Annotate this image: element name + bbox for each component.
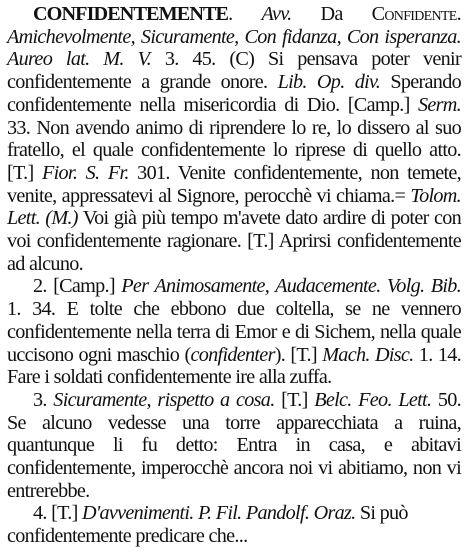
entry-sense-2 (7, 275, 461, 389)
synonyms: Amichevolmente, Sicuramente, Con fidanza, Con isperanza. Aureo lat. M. V. (7, 25, 461, 71)
text-run: 1. 14. Fare i soldati confidentemente ire alla zuffa. (7, 343, 461, 389)
entry-sense-3 (7, 389, 461, 503)
text-run: 33. Non avendo animo di riprendere lo re, lo dissero al suo fratello, el quale confidentemente lo riprese di quello atto. [T.] (7, 116, 461, 184)
text-run: Si può confidentemente predicare che... (7, 502, 408, 548)
citation: Serm. (417, 93, 461, 116)
citation: Mach. Disc. (322, 343, 414, 366)
text-run: 1. 34. E tolte che ebbono due coltella, se ne vennero confidentemente nella terra di Emor e di Sichem, nella quale uccisono ogni maschio ( (7, 298, 461, 366)
text-run: Voi già più tempo m'avete dato ardire di poter con voi confidentemente ragionare. [T.] Aprirsi confidentemente ad alcuno. (7, 207, 462, 275)
citation: Fior. S. Fr. (41, 161, 129, 184)
latin-term: confidenter (190, 343, 275, 366)
text-run: 2. [Camp.] (33, 275, 122, 298)
text-run: [T.] (274, 388, 315, 411)
derived-from-word: Confidente (371, 3, 457, 25)
text-run: ). [T.] (274, 343, 323, 366)
entry-sense-1 (7, 3, 461, 275)
text-run: 3. 45. (C) Si pensava poter venir confidentemente a grande onore. (7, 48, 461, 94)
text-run: . (228, 3, 262, 25)
citation: Belc. Feo. Lett. (314, 388, 432, 411)
definition: D'avvenimenti. P. Fil. Pandolf. Oraz. (81, 502, 356, 525)
text-run: 301. Venite confidentemente, non temete, venite, appressatevi al Signore, perocchè vi chiama.= (7, 161, 462, 207)
text-run: 4. [T.] (33, 502, 82, 525)
definition: Per Animosamente, Audacemente. Volg. Bib. (121, 275, 461, 298)
definition: Sicuramente, rispetto a cosa. (53, 388, 275, 411)
citation: Tolom. Lett. (M.) (7, 184, 461, 230)
citation: Lib. Op. div. (277, 71, 381, 94)
headword: CONFIDENTEMENTE (33, 3, 229, 25)
text-run: 3. (33, 388, 54, 411)
entry-sense-4 (7, 502, 461, 547)
text-run: 50. Se alcuno vedesse una torre apparecchiata a ruina, quantunque li fu detto: Entra in casa, e abitavi confidentemente, imperocchè ancora noi vi abitiamo, non vi entrerebbe. (7, 388, 462, 502)
text-run: Da (291, 3, 372, 25)
part-of-speech: Avv. (261, 3, 292, 25)
text-run: Sperando confidentemente nella misericordia di Dio. [Camp.] (7, 71, 461, 116)
text-run: . (456, 3, 461, 25)
